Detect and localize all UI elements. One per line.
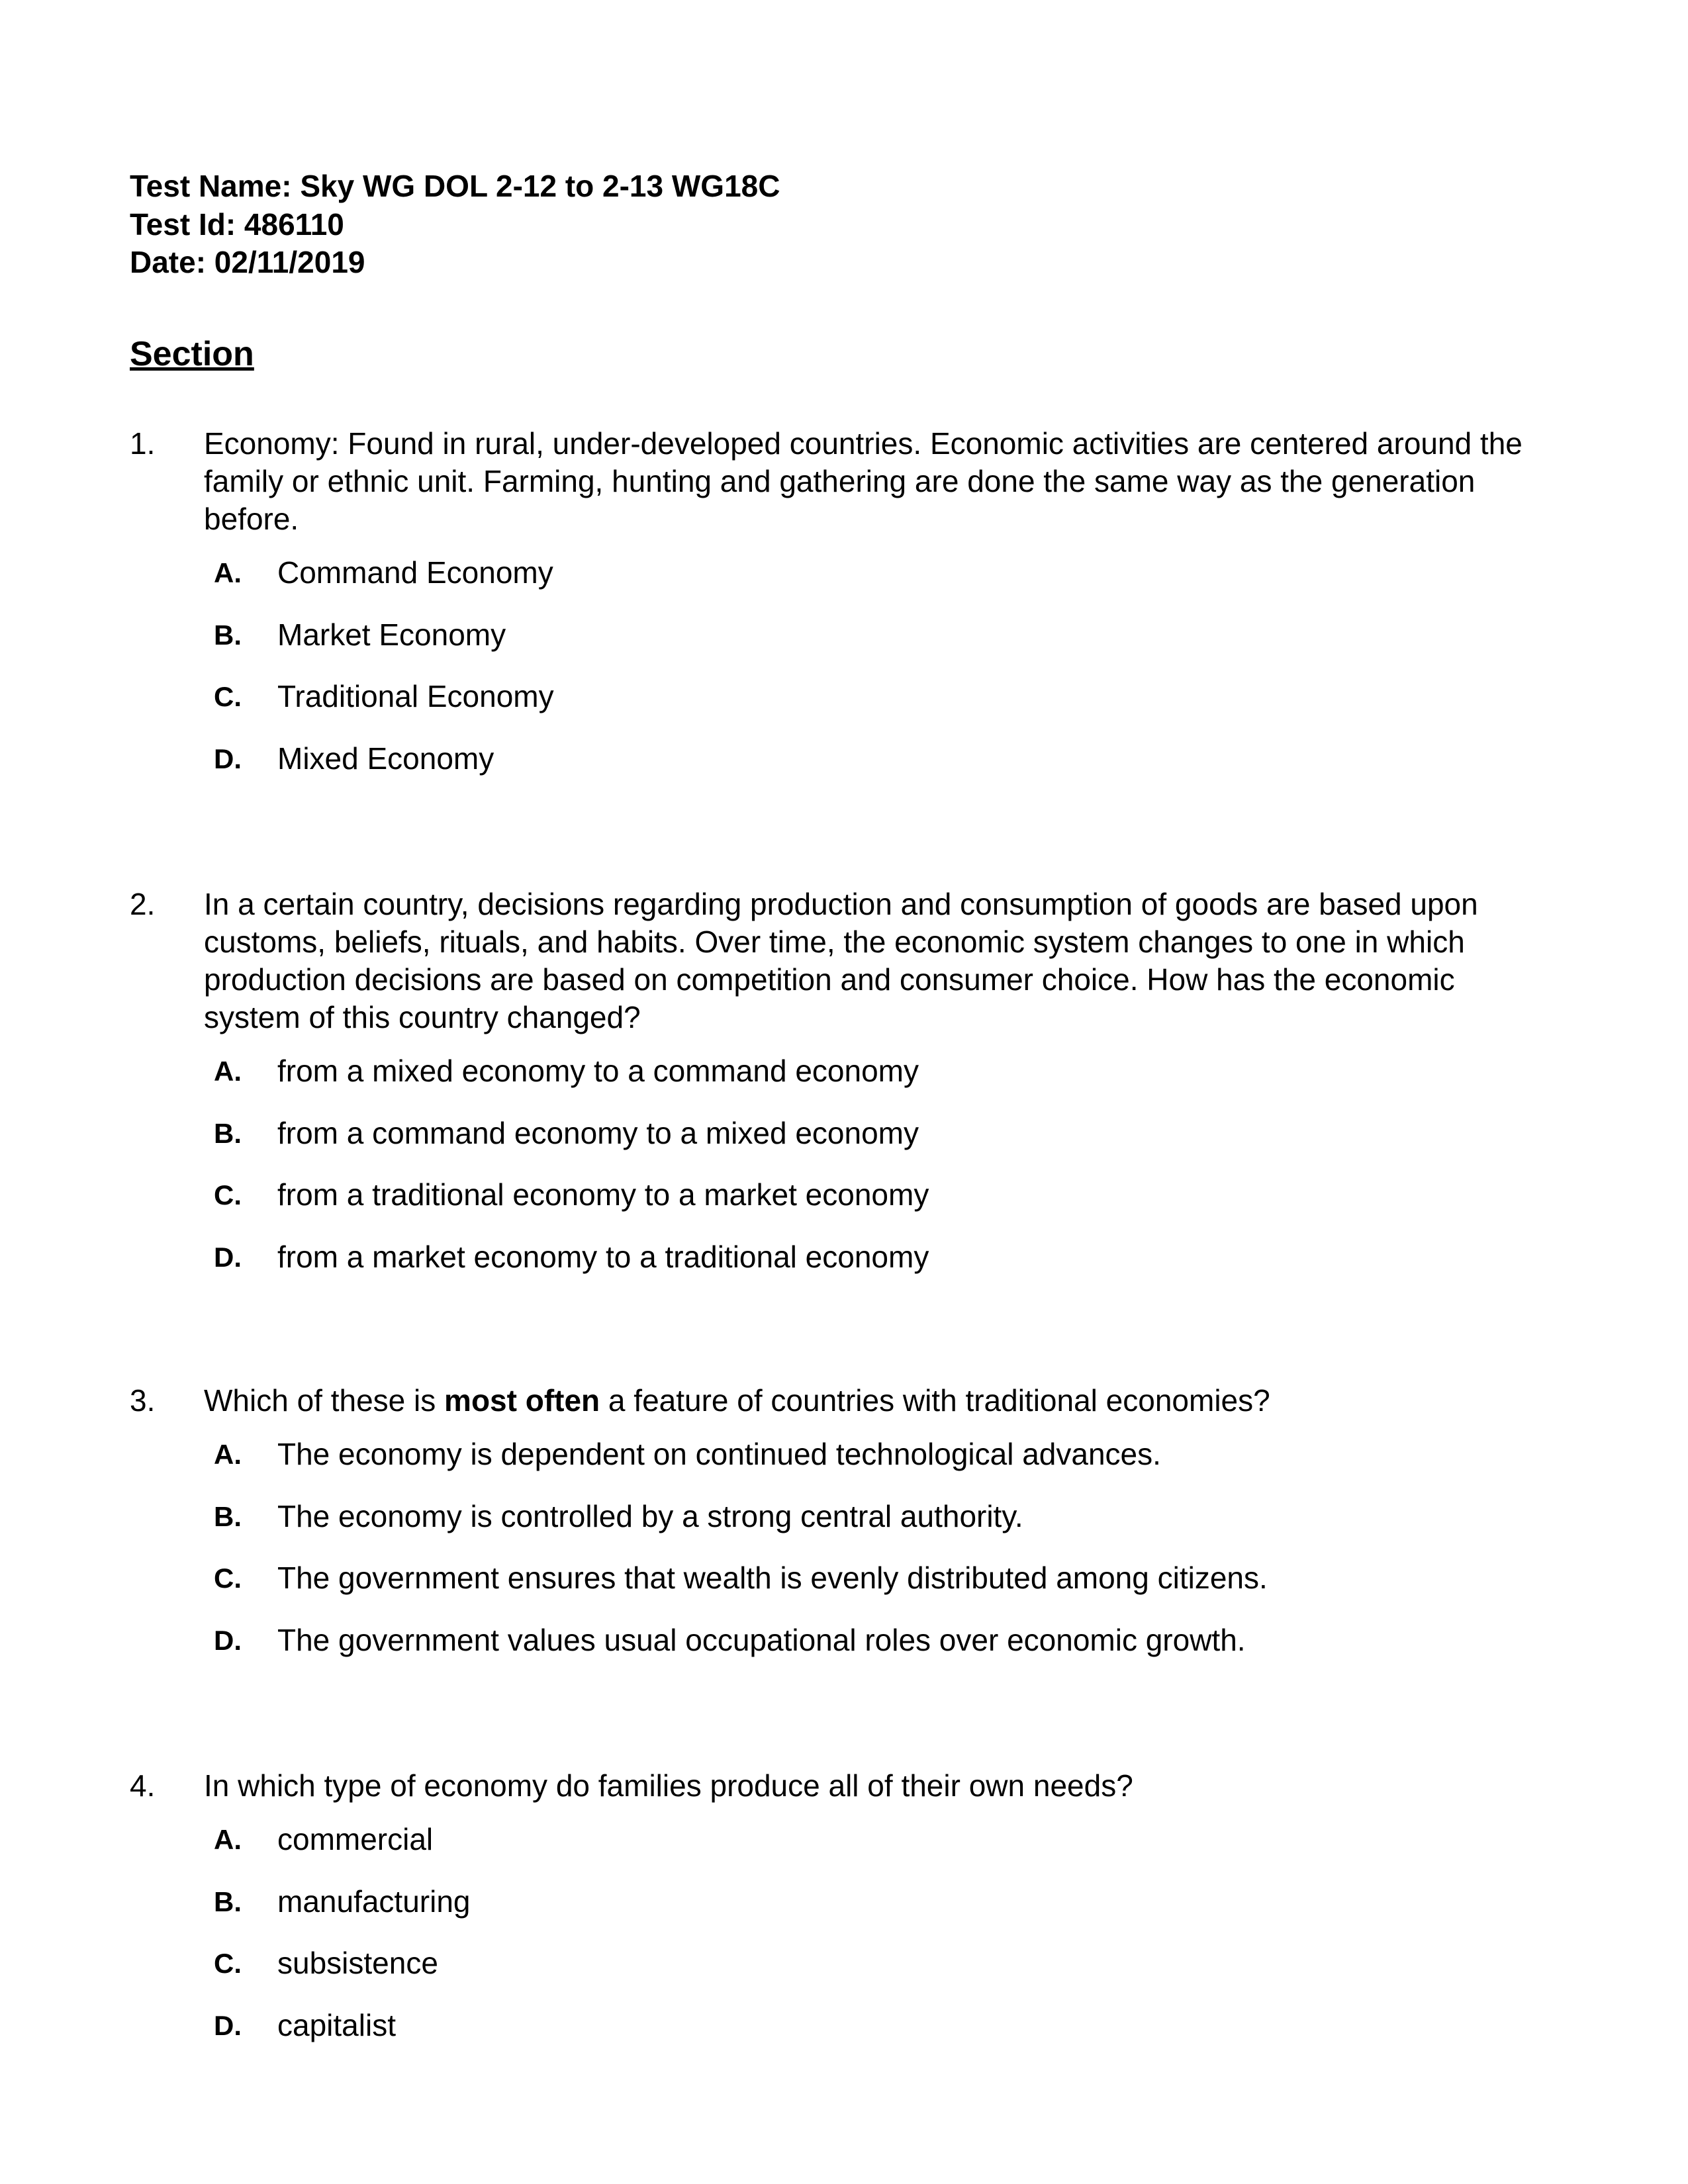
option-text: manufacturing <box>277 1884 471 1919</box>
question-1 <box>130 425 1560 801</box>
option-text: from a market economy to a traditional economy <box>277 1239 929 1274</box>
option-text: capitalist <box>277 2007 396 2042</box>
option-text: Command Economy <box>277 555 553 590</box>
option-letter: C. <box>214 681 242 712</box>
question-number: 3. <box>130 1383 156 1418</box>
answer-options <box>214 1821 1560 2068</box>
question-text: In which type of economy do families produce all of their own needs? <box>204 1768 1133 1803</box>
question-2 <box>130 886 1560 1300</box>
option-letter: A. <box>214 557 242 588</box>
question-number: 2. <box>130 887 156 921</box>
option-text: from a mixed economy to a command economy <box>277 1054 919 1088</box>
answer-options <box>214 1435 1560 1683</box>
option-text: The government values usual occupational roles over economic growth. <box>277 1622 1246 1657</box>
answer-option[interactable] <box>214 1821 1560 1883</box>
answer-option[interactable] <box>214 1238 1560 1300</box>
question-3 <box>130 1382 1560 1683</box>
answer-option[interactable] <box>214 1052 1560 1115</box>
test-name: Test Name: Sky WG DOL 2-12 to 2-13 WG18C <box>130 169 780 203</box>
question-text-emphasis: most often <box>444 1383 600 1418</box>
question-number: 4. <box>130 1768 156 1803</box>
option-letter: B. <box>214 1500 242 1532</box>
option-text: from a traditional economy to a market economy <box>277 1177 929 1212</box>
question-text-start: Which of these is <box>204 1383 445 1418</box>
answer-option[interactable] <box>214 1115 1560 1177</box>
answer-option[interactable] <box>214 554 1560 616</box>
answer-option[interactable] <box>214 1559 1560 1621</box>
option-letter: A. <box>214 1056 242 1087</box>
option-letter: B. <box>214 1886 242 1917</box>
answer-option[interactable] <box>214 740 1560 802</box>
option-text: Traditional Economy <box>277 679 554 713</box>
answer-option[interactable] <box>214 1883 1560 1945</box>
option-text: The government ensures that wealth is evenly distributed among citizens. <box>277 1561 1268 1595</box>
option-text: from a command economy to a mixed economy <box>277 1115 919 1150</box>
option-letter: C. <box>214 1179 242 1210</box>
answer-option[interactable] <box>214 1176 1560 1238</box>
option-letter: D. <box>214 1241 242 1273</box>
option-text: Mixed Economy <box>277 741 494 776</box>
option-letter: A. <box>214 1439 242 1470</box>
option-letter: A. <box>214 1824 242 1855</box>
answer-option[interactable] <box>214 1498 1560 1560</box>
answer-option[interactable] <box>214 616 1560 678</box>
option-text: Market Economy <box>277 617 506 652</box>
question-text: In a certain country, decisions regarding production and consumption of goods are based upon customs, beliefs, rituals, and habits. Over time, the economic system changes to one in which production decisions are based on competition and consumer choice. How has the economic system of this country changed? <box>204 887 1478 1034</box>
answer-option[interactable] <box>214 1435 1560 1498</box>
section-title: Section <box>130 335 254 373</box>
option-text: The economy is dependent on continued technological advances. <box>277 1437 1161 1471</box>
test-id: Test Id: 486110 <box>130 207 344 242</box>
option-letter: C. <box>214 1948 242 1979</box>
question-4 <box>130 1767 1560 2068</box>
option-text: The economy is controlled by a strong central authority. <box>277 1498 1023 1533</box>
answer-option[interactable] <box>214 678 1560 740</box>
question-text-end: a feature of countries with traditional economies? <box>600 1383 1270 1418</box>
option-letter: D. <box>214 743 242 774</box>
answer-options <box>214 554 1560 801</box>
answer-option[interactable] <box>214 1944 1560 2007</box>
question-text: Economy: Found in rural, under-developed countries. Economic activities are centered around the family or ethnic unit. Farming, hunting and gathering are done the same way as the generation before. <box>204 426 1523 536</box>
option-letter: D. <box>214 1624 242 1656</box>
question-text <box>204 1382 1560 1420</box>
answer-options <box>214 1052 1560 1300</box>
option-letter: B. <box>214 1117 242 1149</box>
test-date: Date: 02/11/2019 <box>130 245 365 279</box>
answer-option[interactable] <box>214 1621 1560 1684</box>
option-text: commercial <box>277 1822 434 1856</box>
answer-option[interactable] <box>214 2007 1560 2069</box>
option-letter: C. <box>214 1563 242 1594</box>
option-text: subsistence <box>277 1946 438 1980</box>
option-letter: B. <box>214 619 242 651</box>
option-letter: D. <box>214 2009 242 2041</box>
question-number: 1. <box>130 426 156 461</box>
